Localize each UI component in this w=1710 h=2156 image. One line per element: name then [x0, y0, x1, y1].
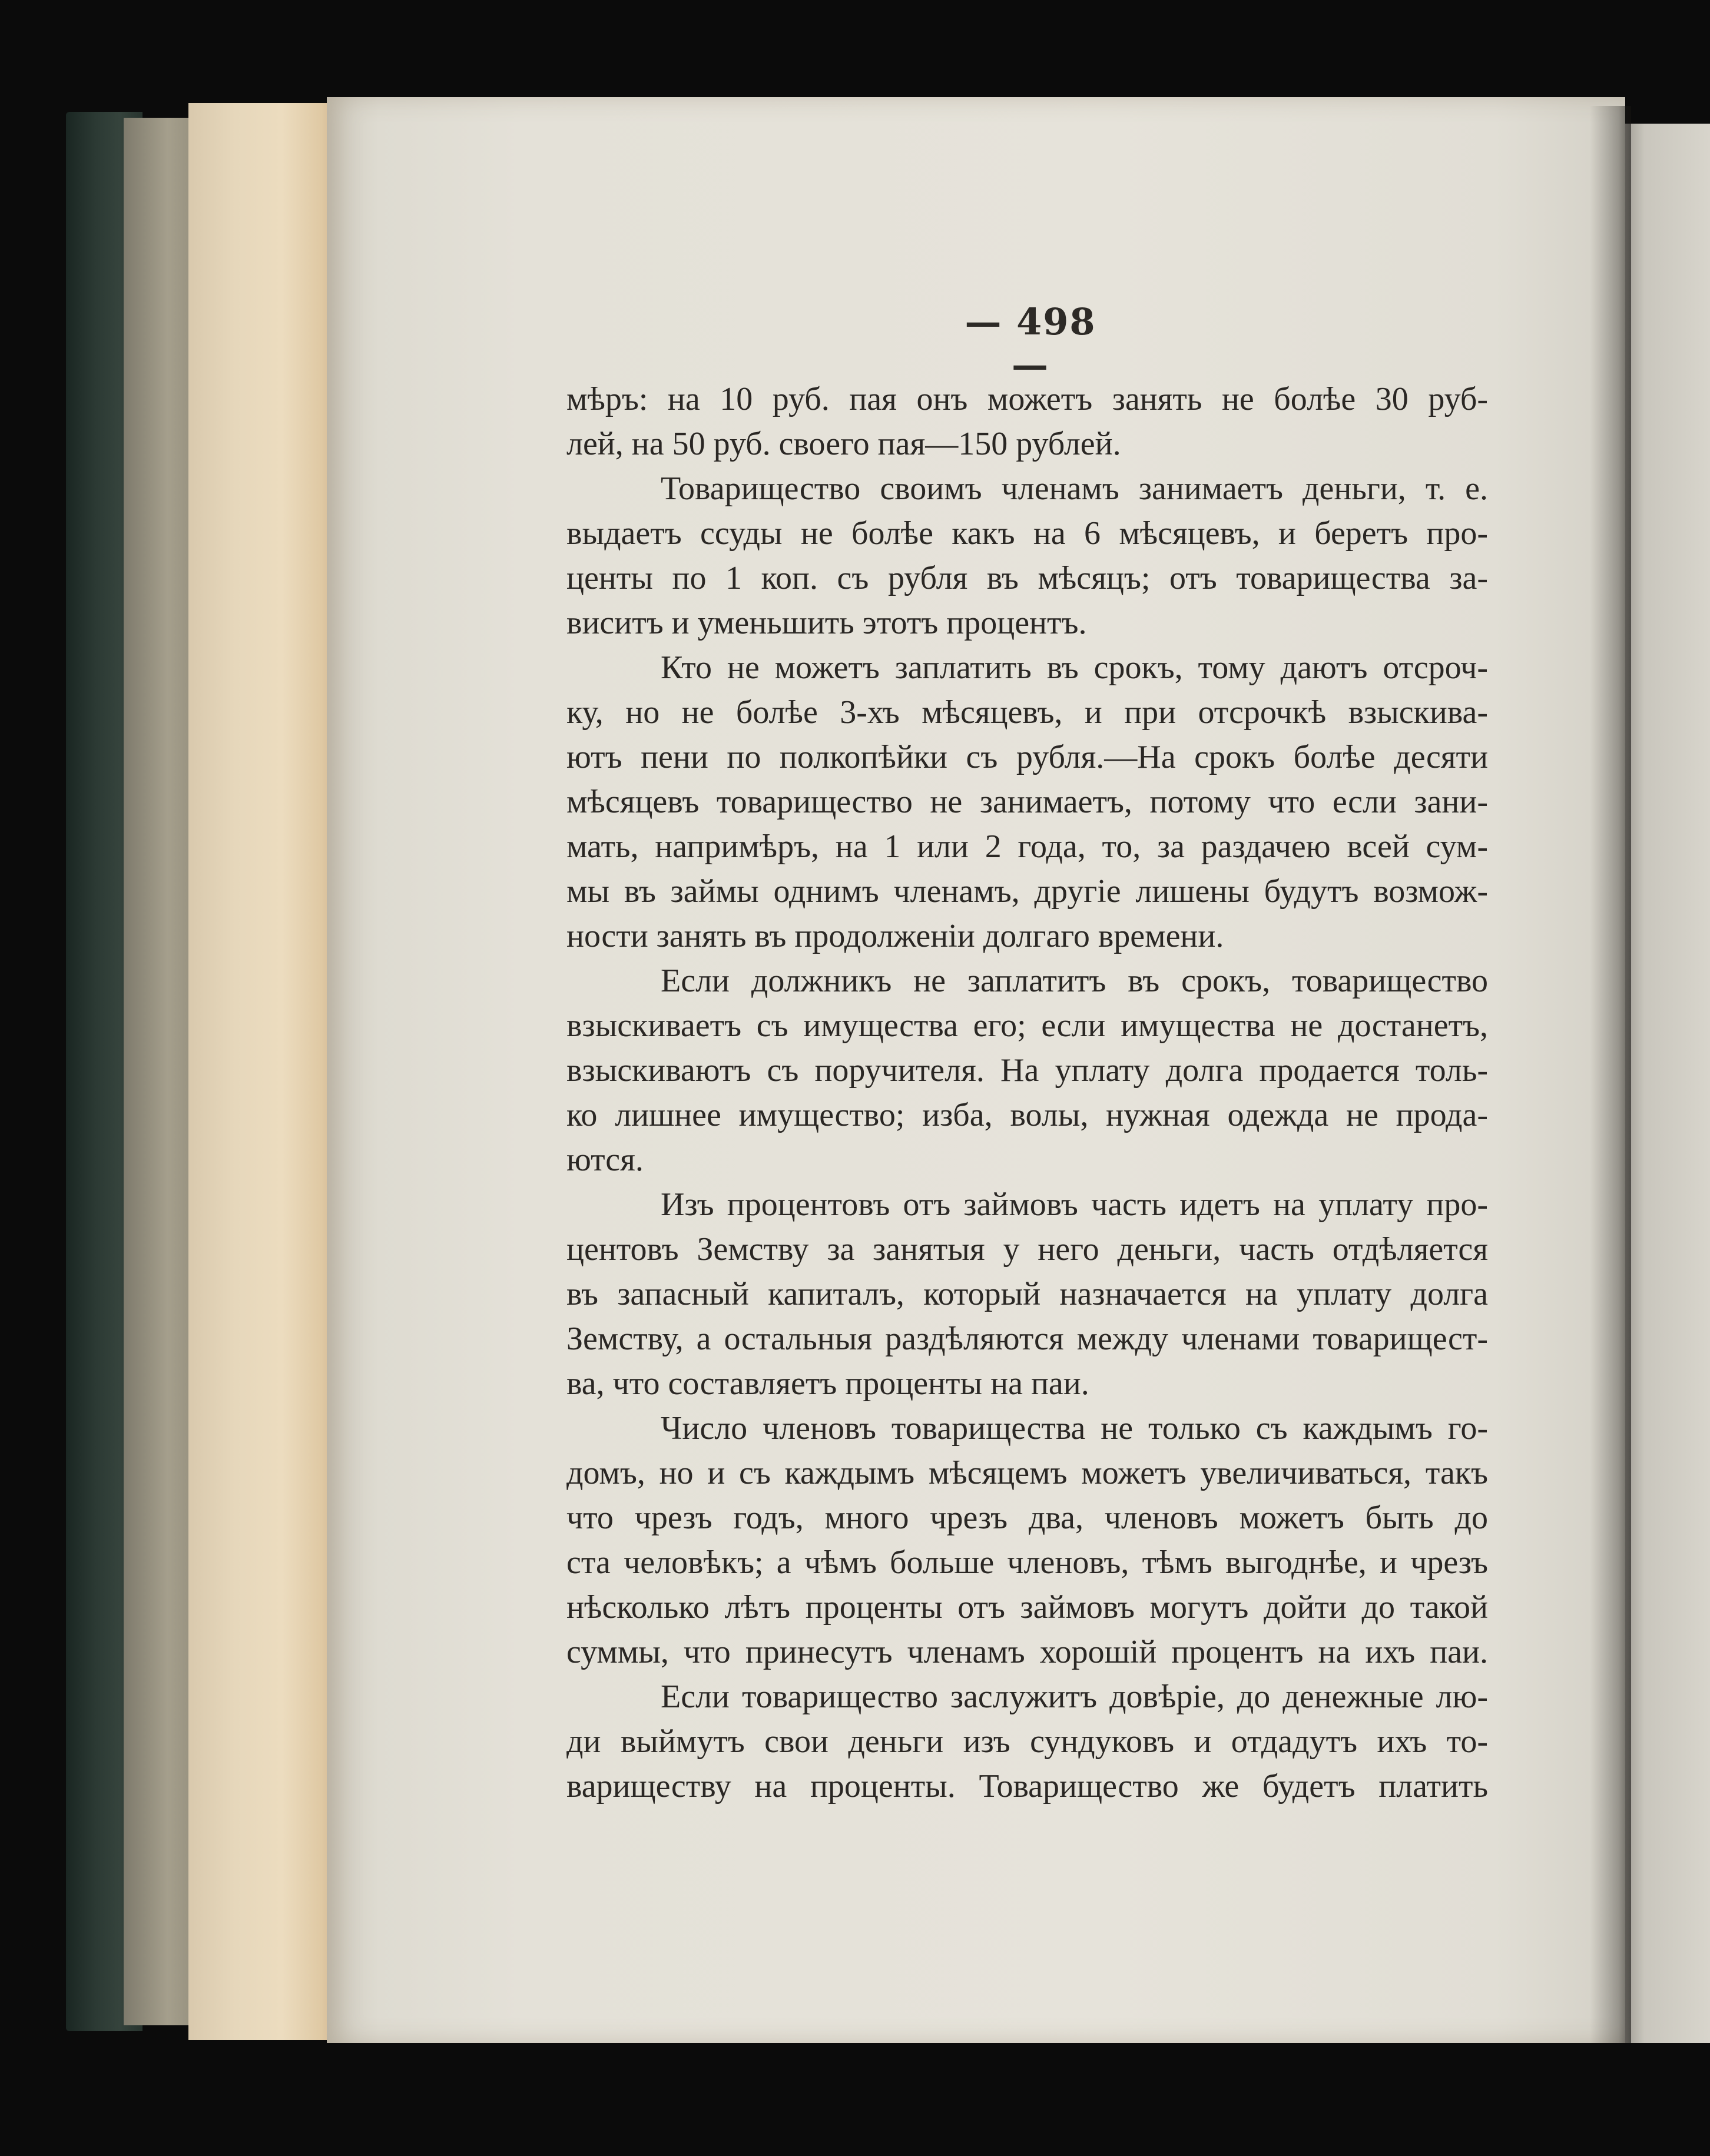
text-line: нѣсколько лѣтъ проценты отъ займовъ могутъ дойти до такой — [566, 1589, 1488, 1626]
text-line: ди выймутъ свои деньги изъ сундуковъ и отдадутъ ихъ то- — [566, 1723, 1488, 1760]
paragraph — [566, 377, 1488, 466]
paragraph — [566, 958, 1488, 1182]
text-line: взыскиваетъ съ имущества его; если имущества не достанетъ, — [566, 1007, 1488, 1044]
paragraph — [566, 1674, 1488, 1809]
text-line: центовъ Земству за занятыя у него деньги, часть отдѣляется — [566, 1231, 1488, 1268]
text-line: Кто не можетъ заплатить въ срокъ, тому даютъ отсроч- — [661, 649, 1488, 686]
text-line: ста человѣкъ; а чѣмъ больше членовъ, тѣмъ выгоднѣе, и чрезъ — [566, 1544, 1488, 1581]
text-line: Число членовъ товарищества не только съ каждымъ го- — [661, 1410, 1488, 1447]
text-line: выдаетъ ссуды не болѣе какъ на 6 мѣсяцевъ, и беретъ про- — [566, 515, 1488, 552]
text-line: взыскиваютъ съ поручителя. На уплату долга продается толь- — [566, 1052, 1488, 1089]
text-line: вариществу на проценты. Товарищество же будетъ платить — [566, 1768, 1488, 1805]
paragraph — [566, 466, 1488, 645]
text-line: въ запасный капиталъ, который назначается на уплату долга — [566, 1276, 1488, 1312]
text-line: Если товарищество заслужитъ довѣріе, до денежные лю- — [661, 1679, 1488, 1715]
text-line: Если должникъ не заплатитъ въ срокъ, товарищество — [661, 963, 1488, 999]
paragraph — [566, 645, 1488, 958]
text-line: мы въ займы однимъ членамъ, другіе лишены будутъ возмож- — [566, 873, 1488, 910]
text-line: Изъ процентовъ отъ займовъ часть идетъ на уплату про- — [661, 1186, 1488, 1223]
page-edge — [188, 103, 344, 2040]
text-line: что чрезъ годъ, много чрезъ два, членовъ можетъ быть до — [566, 1500, 1488, 1536]
text-line: виситъ и уменьшить этотъ процентъ. — [566, 605, 1087, 641]
page-text — [566, 377, 1488, 1809]
gutter-shadow — [1590, 106, 1631, 2043]
text-line: ются. — [566, 1142, 644, 1178]
text-line: Товарищество своимъ членамъ занимаетъ деньги, т. е. — [661, 470, 1488, 507]
text-line: мать, напримѣръ, на 1 или 2 года, то, за раздачею всей сум- — [566, 828, 1488, 865]
text-line: ко лишнее имущество; изба, волы, нужная одежда не прода- — [566, 1097, 1488, 1133]
text-line: центы по 1 коп. съ рубля въ мѣсяцъ; отъ товарищества за- — [566, 560, 1488, 596]
text-line: ютъ пени по полкопѣйки съ рубля.—На срокъ болѣе десяти — [566, 739, 1488, 775]
text-line: суммы, что принесутъ членамъ хорошій процентъ на ихъ паи. — [566, 1634, 1488, 1670]
text-line: домъ, но и съ каждымъ мѣсяцемъ можетъ увеличиваться, такъ — [566, 1455, 1488, 1491]
page-number: — 498 — — [965, 300, 1096, 386]
text-line: мѣсяцевъ товарищество не занимаетъ, потому что если зани- — [566, 784, 1488, 820]
text-line: ва, что составляетъ проценты на паи. — [566, 1365, 1089, 1402]
text-line: лей, на 50 руб. своего пая—150 рублей. — [566, 426, 1121, 462]
paragraph — [566, 1182, 1488, 1406]
text-line: ности занять въ продолженіи долгаго времени. — [566, 918, 1224, 954]
text-line: мѣръ: на 10 руб. пая онъ можетъ занять не болѣе 30 руб- — [566, 381, 1488, 417]
text-line: Земству, а остальныя раздѣляются между членами товарищест- — [566, 1321, 1488, 1357]
text-line: ку, но не болѣе 3-хъ мѣсяцевъ, и при отсрочкѣ взыскива- — [566, 694, 1488, 731]
paragraph — [566, 1406, 1488, 1674]
